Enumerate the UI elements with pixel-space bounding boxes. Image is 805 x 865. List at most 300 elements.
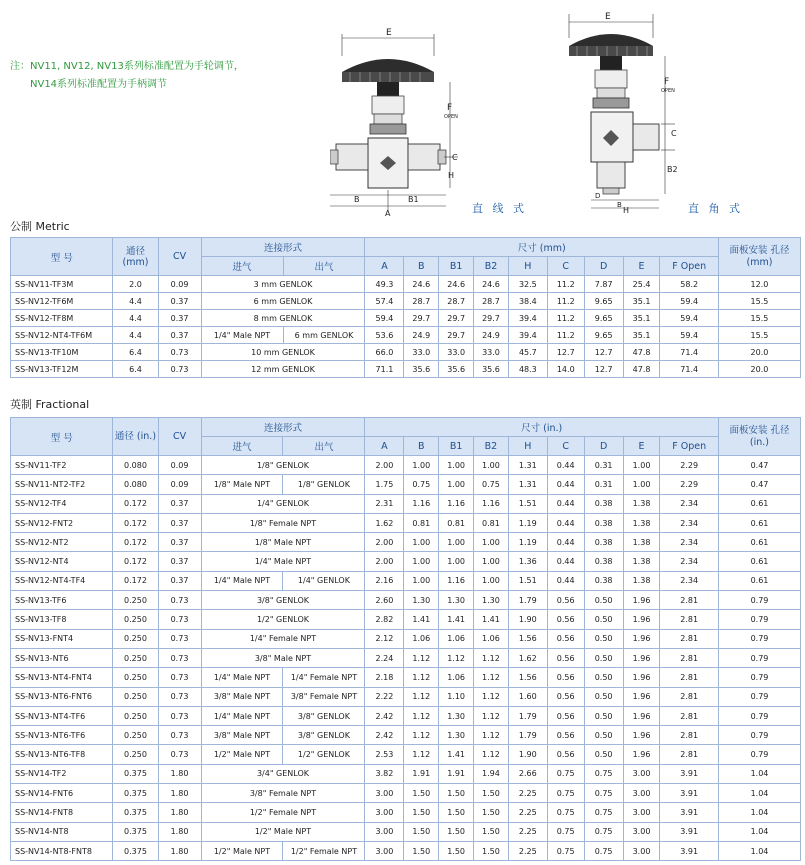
metric-cell-outlet: 6 mm GENLOK xyxy=(283,327,365,344)
frac-cell-dim-4: 1.51 xyxy=(508,494,547,513)
frac-cell-dim-5: 0.75 xyxy=(547,784,584,803)
note-line-2: NV14系列标准配置为手柄调节 xyxy=(30,79,168,90)
frac-cell-dim-4: 1.79 xyxy=(508,726,547,745)
frac-cell-model: SS-NV13-TF8 xyxy=(11,610,113,629)
frac-cell-panel: 0.61 xyxy=(718,533,800,552)
frac-cell-cv: 0.37 xyxy=(158,571,201,590)
frac-cell-panel: 0.79 xyxy=(718,726,800,745)
metric-cell-dim-7: 35.1 xyxy=(623,327,660,344)
angle-dim-label-f: F xyxy=(664,77,670,87)
metric-cell-dim-5: 14.0 xyxy=(547,361,584,378)
frac-cell-cv: 0.09 xyxy=(158,456,201,475)
frac-cell-dim-4: 1.60 xyxy=(508,687,547,706)
angle-dim-label-open: OPEN xyxy=(661,88,675,94)
metric-cell-dim-4: 32.5 xyxy=(508,276,547,293)
frac-cell-cv: 1.80 xyxy=(158,764,201,783)
frac-cell-dim-1: 0.75 xyxy=(404,475,439,494)
frac-cell-dim-7: 3.00 xyxy=(623,841,660,860)
frac-cell-dim-4: 2.25 xyxy=(508,841,547,860)
frac-cell-panel: 0.79 xyxy=(718,629,800,648)
frac-cell-model: SS-NV13-NT6-TF6 xyxy=(11,726,113,745)
frac-cell-dim-0: 2.82 xyxy=(365,610,404,629)
metric-cell-dim-3: 35.6 xyxy=(474,361,509,378)
frac-cell-connection: 3/8" Female NPT xyxy=(201,784,365,803)
frac-cell-dim-8: 3.91 xyxy=(660,822,719,841)
frac-cell-dim-0: 2.31 xyxy=(365,494,404,513)
frac-cell-dim-5: 0.44 xyxy=(547,494,584,513)
frac-cell-bore: 0.250 xyxy=(113,706,158,725)
frac-cell-outlet: 1/2" GENLOK xyxy=(283,745,365,764)
frac-cell-dim-5: 0.44 xyxy=(547,513,584,532)
frac-cell-inlet: 3/8" Male NPT xyxy=(201,726,283,745)
dim-label-b1: B1 xyxy=(408,195,419,204)
frac-table-row xyxy=(11,648,801,667)
frac-cell-dim-5: 0.56 xyxy=(547,629,584,648)
metric-cell-dim-1: 29.7 xyxy=(404,310,439,327)
metric-cell-connection: 3 mm GENLOK xyxy=(201,276,365,293)
frac-cell-dim-2: 1.16 xyxy=(439,571,474,590)
metric-table-row xyxy=(11,276,801,293)
frac-cell-model: SS-NV12-FNT2 xyxy=(11,513,113,532)
frac-cell-dim-6: 0.50 xyxy=(584,610,623,629)
metric-cell-panel: 15.5 xyxy=(718,293,800,310)
frac-cell-cv: 0.73 xyxy=(158,668,201,687)
angle-dim-label-b: B xyxy=(617,201,622,209)
metric-cell-dim-7: 25.4 xyxy=(623,276,660,293)
frac-cell-bore: 0.250 xyxy=(113,610,158,629)
frac-cell-dim-6: 0.38 xyxy=(584,494,623,513)
frac-cell-dim-7: 1.00 xyxy=(623,456,660,475)
frac-cell-bore: 0.250 xyxy=(113,687,158,706)
col-connection: 连接形式 xyxy=(201,238,365,257)
frac-cell-dim-3: 1.12 xyxy=(474,668,509,687)
frac-cell-dim-8: 2.81 xyxy=(660,591,719,610)
frac-cell-dim-6: 0.31 xyxy=(584,456,623,475)
frac-cell-dim-1: 1.12 xyxy=(404,745,439,764)
metric-cell-model: SS-NV11-TF3M xyxy=(11,276,113,293)
metric-cell-connection: 8 mm GENLOK xyxy=(201,310,365,327)
frac-cell-bore: 0.250 xyxy=(113,648,158,667)
metric-dim-col-1: B xyxy=(404,257,439,276)
frac-cell-dim-3: 1.00 xyxy=(474,456,509,475)
frac-cell-dim-1: 1.00 xyxy=(404,571,439,590)
frac-cell-dim-7: 3.00 xyxy=(623,803,660,822)
frac-cell-inlet: 1/8" Male NPT xyxy=(201,475,283,494)
frac-cell-dim-5: 0.75 xyxy=(547,841,584,860)
frac-cell-dim-4: 1.51 xyxy=(508,571,547,590)
frac-cell-cv: 0.37 xyxy=(158,494,201,513)
frac-cell-dim-3: 1.41 xyxy=(474,610,509,629)
frac-cell-dim-0: 2.22 xyxy=(365,687,404,706)
metric-cell-dim-7: 35.1 xyxy=(623,310,660,327)
frac-cell-dim-6: 0.50 xyxy=(584,745,623,764)
frac-cell-cv: 1.80 xyxy=(158,784,201,803)
frac-table-row xyxy=(11,764,801,783)
frac-cell-dim-7: 1.38 xyxy=(623,494,660,513)
metric-cell-dim-1: 24.6 xyxy=(404,276,439,293)
frac-cell-model: SS-NV13-FNT4 xyxy=(11,629,113,648)
frac-cell-dim-1: 1.41 xyxy=(404,610,439,629)
frac-cell-dim-7: 1.96 xyxy=(623,610,660,629)
frac-cell-dim-6: 0.38 xyxy=(584,552,623,571)
angle-valve-drawing xyxy=(565,8,680,213)
metric-cell-dim-8: 71.4 xyxy=(660,361,718,378)
frac-cell-dim-1: 1.12 xyxy=(404,687,439,706)
frac-cell-model: SS-NV12-TF4 xyxy=(11,494,113,513)
frac-cell-outlet: 1/4" Female NPT xyxy=(283,668,365,687)
frac-dim-col-6: D xyxy=(584,437,623,456)
frac-cell-dim-3: 1.50 xyxy=(474,841,509,860)
frac-cell-dim-7: 1.96 xyxy=(623,591,660,610)
frac-cell-panel: 0.79 xyxy=(718,706,800,725)
frac-cell-dim-8: 2.81 xyxy=(660,610,719,629)
angle-valve-svg xyxy=(565,8,680,213)
metric-cell-panel: 12.0 xyxy=(718,276,800,293)
frac-cell-bore: 0.375 xyxy=(113,803,158,822)
metric-cell-dim-3: 24.6 xyxy=(474,276,509,293)
frac-table-row xyxy=(11,841,801,860)
frac-cell-dim-1: 1.50 xyxy=(404,784,439,803)
metric-table-row xyxy=(11,310,801,327)
metric-cell-dim-7: 35.1 xyxy=(623,293,660,310)
frac-cell-panel: 1.04 xyxy=(718,822,800,841)
metric-cell-dim-6: 9.65 xyxy=(584,293,623,310)
frac-cell-dim-5: 0.56 xyxy=(547,706,584,725)
frac-cell-dim-1: 1.91 xyxy=(404,764,439,783)
frac-cell-connection: 3/4" GENLOK xyxy=(201,764,365,783)
metric-cell-dim-2: 29.7 xyxy=(439,310,474,327)
frac-cell-dim-5: 0.56 xyxy=(547,610,584,629)
metric-cell-bore: 6.4 xyxy=(113,344,158,361)
frac-cell-bore: 0.250 xyxy=(113,745,158,764)
frac-cell-dim-5: 0.44 xyxy=(547,456,584,475)
frac-dim-col-7: E xyxy=(623,437,660,456)
metric-cell-dim-3: 24.9 xyxy=(474,327,509,344)
frac-cell-dim-5: 0.44 xyxy=(547,552,584,571)
frac-cell-dim-2: 1.30 xyxy=(439,726,474,745)
frac-cell-bore: 0.375 xyxy=(113,764,158,783)
frac-cell-connection: 3/8" GENLOK xyxy=(201,591,365,610)
frac-cell-dim-2: 1.50 xyxy=(439,784,474,803)
metric-cell-dim-0: 53.6 xyxy=(365,327,404,344)
frac-cell-dim-6: 0.50 xyxy=(584,726,623,745)
frac-cell-bore: 0.250 xyxy=(113,726,158,745)
frac-cell-dim-8: 2.34 xyxy=(660,571,719,590)
frac-cell-dim-2: 1.50 xyxy=(439,803,474,822)
metric-cell-model: SS-NV12-NT4-TF6M xyxy=(11,327,113,344)
frac-cell-panel: 0.61 xyxy=(718,513,800,532)
frac-cell-dim-0: 2.24 xyxy=(365,648,404,667)
metric-cell-dim-1: 35.6 xyxy=(404,361,439,378)
frac-cell-dim-4: 1.19 xyxy=(508,513,547,532)
metric-section-title: 公制 Metric xyxy=(10,220,70,233)
frac-cell-dim-7: 1.38 xyxy=(623,552,660,571)
metric-cell-cv: 0.37 xyxy=(158,293,201,310)
frac-cell-dim-3: 0.81 xyxy=(474,513,509,532)
frac-cell-outlet: 1/2" Female NPT xyxy=(283,841,365,860)
col-panel-hole: 面板安装 孔径 (mm) xyxy=(718,238,800,276)
frac-cell-connection: 1/2" Female NPT xyxy=(201,803,365,822)
frac-cell-cv: 0.37 xyxy=(158,552,201,571)
frac-cell-dim-4: 1.90 xyxy=(508,745,547,764)
frac-cell-dim-8: 3.91 xyxy=(660,841,719,860)
metric-cell-dim-6: 9.65 xyxy=(584,327,623,344)
dim-label-h: H xyxy=(448,171,455,180)
frac-col-inlet: 进气 xyxy=(201,437,283,456)
config-note xyxy=(10,58,244,94)
col-model: 型 号 xyxy=(11,238,113,276)
frac-cell-dim-5: 0.56 xyxy=(547,726,584,745)
frac-cell-cv: 1.80 xyxy=(158,841,201,860)
metric-cell-model: SS-NV13-TF10M xyxy=(11,344,113,361)
frac-cell-dim-2: 1.91 xyxy=(439,764,474,783)
frac-cell-inlet: 1/4" Male NPT xyxy=(201,706,283,725)
frac-cell-dim-2: 1.00 xyxy=(439,456,474,475)
metric-table-row xyxy=(11,327,801,344)
frac-cell-cv: 0.73 xyxy=(158,591,201,610)
frac-dim-col-1: B xyxy=(404,437,439,456)
frac-cell-dim-4: 1.31 xyxy=(508,475,547,494)
angle-dim-label-e: E xyxy=(605,12,611,22)
frac-cell-dim-8: 2.81 xyxy=(660,687,719,706)
fractional-section-title: 英制 Fractional xyxy=(10,398,90,411)
frac-cell-dim-3: 1.94 xyxy=(474,764,509,783)
frac-cell-dim-7: 1.38 xyxy=(623,533,660,552)
frac-cell-outlet: 3/8" GENLOK xyxy=(283,706,365,725)
metric-cell-bore: 4.4 xyxy=(113,293,158,310)
frac-cell-dim-4: 2.25 xyxy=(508,803,547,822)
frac-cell-panel: 0.79 xyxy=(718,610,800,629)
frac-cell-model: SS-NV11-TF2 xyxy=(11,456,113,475)
frac-cell-dim-8: 2.81 xyxy=(660,706,719,725)
frac-cell-dim-2: 1.06 xyxy=(439,668,474,687)
frac-cell-dim-5: 0.56 xyxy=(547,668,584,687)
frac-cell-connection: 1/4" Male NPT xyxy=(201,552,365,571)
frac-cell-panel: 1.04 xyxy=(718,784,800,803)
metric-dim-col-0: A xyxy=(365,257,404,276)
metric-cell-dim-5: 11.2 xyxy=(547,310,584,327)
frac-cell-dim-2: 1.10 xyxy=(439,687,474,706)
frac-cell-dim-6: 0.38 xyxy=(584,513,623,532)
frac-cell-model: SS-NV14-TF2 xyxy=(11,764,113,783)
metric-cell-bore: 2.0 xyxy=(113,276,158,293)
angle-dim-label-h: H xyxy=(623,206,630,213)
frac-cell-model: SS-NV12-NT4 xyxy=(11,552,113,571)
frac-cell-dim-6: 0.50 xyxy=(584,668,623,687)
metric-cell-dim-8: 59.4 xyxy=(660,293,718,310)
frac-cell-cv: 0.73 xyxy=(158,706,201,725)
frac-cell-dim-6: 0.38 xyxy=(584,571,623,590)
frac-cell-model: SS-NV13-TF6 xyxy=(11,591,113,610)
frac-cell-dim-7: 1.38 xyxy=(623,571,660,590)
frac-cell-dim-3: 1.50 xyxy=(474,784,509,803)
frac-cell-dim-1: 1.12 xyxy=(404,668,439,687)
frac-col-panel-hole: 面板安装 孔径 (in.) xyxy=(718,418,800,456)
frac-cell-dim-1: 1.30 xyxy=(404,591,439,610)
frac-cell-panel: 0.79 xyxy=(718,591,800,610)
metric-cell-dim-2: 35.6 xyxy=(439,361,474,378)
metric-cell-connection: 10 mm GENLOK xyxy=(201,344,365,361)
frac-cell-dim-0: 2.00 xyxy=(365,552,404,571)
metric-cell-cv: 0.09 xyxy=(158,276,201,293)
angle-dim-label-c: C xyxy=(671,129,677,138)
metric-cell-dim-2: 29.7 xyxy=(439,327,474,344)
frac-cell-dim-8: 2.34 xyxy=(660,494,719,513)
frac-cell-dim-3: 1.06 xyxy=(474,629,509,648)
frac-cell-dim-2: 1.50 xyxy=(439,822,474,841)
metric-cell-dim-8: 71.4 xyxy=(660,344,718,361)
frac-table-row xyxy=(11,513,801,532)
note-line-1: 注：NV11, NV12, NV13系列标准配置为手轮调节， xyxy=(10,61,244,72)
frac-cell-dim-2: 1.41 xyxy=(439,610,474,629)
frac-cell-bore: 0.172 xyxy=(113,571,158,590)
frac-cell-cv: 1.80 xyxy=(158,822,201,841)
frac-cell-dim-1: 1.12 xyxy=(404,648,439,667)
metric-cell-dim-1: 24.9 xyxy=(404,327,439,344)
angle-caption: 直 角 式 xyxy=(688,202,743,215)
frac-cell-dim-0: 2.12 xyxy=(365,629,404,648)
frac-cell-dim-7: 1.00 xyxy=(623,475,660,494)
frac-cell-panel: 0.47 xyxy=(718,456,800,475)
frac-cell-inlet: 1/2" Male NPT xyxy=(201,841,283,860)
col-cv: CV xyxy=(158,238,201,276)
frac-cell-bore: 0.375 xyxy=(113,841,158,860)
frac-cell-dim-1: 1.00 xyxy=(404,533,439,552)
frac-table-row xyxy=(11,803,801,822)
metric-cell-panel: 15.5 xyxy=(718,327,800,344)
frac-cell-bore: 0.375 xyxy=(113,784,158,803)
frac-cell-dim-7: 1.96 xyxy=(623,745,660,764)
frac-cell-dim-5: 0.75 xyxy=(547,803,584,822)
frac-cell-dim-6: 0.50 xyxy=(584,706,623,725)
frac-cell-model: SS-NV14-FNT8 xyxy=(11,803,113,822)
frac-col-outlet: 出气 xyxy=(283,437,365,456)
frac-cell-dim-2: 1.06 xyxy=(439,629,474,648)
frac-cell-dim-4: 1.36 xyxy=(508,552,547,571)
metric-cell-panel: 15.5 xyxy=(718,310,800,327)
metric-cell-inlet: 1/4" Male NPT xyxy=(201,327,283,344)
frac-col-connection: 连接形式 xyxy=(201,418,365,437)
frac-cell-model: SS-NV14-FNT6 xyxy=(11,784,113,803)
frac-cell-dim-1: 1.16 xyxy=(404,494,439,513)
frac-cell-dim-2: 1.16 xyxy=(439,494,474,513)
metric-cell-dim-5: 12.7 xyxy=(547,344,584,361)
frac-cell-dim-3: 1.30 xyxy=(474,591,509,610)
frac-cell-bore: 0.250 xyxy=(113,591,158,610)
metric-cell-cv: 0.37 xyxy=(158,327,201,344)
frac-cell-connection: 1/8" GENLOK xyxy=(201,456,365,475)
frac-cell-dim-6: 0.38 xyxy=(584,533,623,552)
frac-cell-dim-5: 0.56 xyxy=(547,745,584,764)
frac-cell-dim-5: 0.44 xyxy=(547,475,584,494)
frac-cell-dim-1: 0.81 xyxy=(404,513,439,532)
frac-table-row xyxy=(11,494,801,513)
frac-cell-dim-5: 0.56 xyxy=(547,648,584,667)
frac-table-row xyxy=(11,629,801,648)
frac-col-model: 型 号 xyxy=(11,418,113,456)
frac-cell-dim-3: 0.75 xyxy=(474,475,509,494)
frac-cell-dim-4: 2.25 xyxy=(508,822,547,841)
frac-table-row xyxy=(11,745,801,764)
frac-cell-cv: 0.73 xyxy=(158,629,201,648)
metric-cell-cv: 0.37 xyxy=(158,310,201,327)
col-outlet: 出气 xyxy=(283,257,365,276)
frac-cell-dim-0: 3.00 xyxy=(365,841,404,860)
metric-cell-cv: 0.73 xyxy=(158,361,201,378)
frac-cell-cv: 0.73 xyxy=(158,687,201,706)
metric-cell-dim-0: 57.4 xyxy=(365,293,404,310)
metric-table-row xyxy=(11,293,801,310)
metric-cell-dim-0: 59.4 xyxy=(365,310,404,327)
frac-cell-dim-3: 1.50 xyxy=(474,803,509,822)
frac-cell-model: SS-NV13-NT6-TF8 xyxy=(11,745,113,764)
dim-label-open: OPEN xyxy=(444,114,458,120)
frac-cell-model: SS-NV11-NT2-TF2 xyxy=(11,475,113,494)
frac-cell-dim-4: 1.56 xyxy=(508,668,547,687)
frac-cell-dim-6: 0.75 xyxy=(584,822,623,841)
frac-cell-panel: 0.79 xyxy=(718,668,800,687)
frac-cell-dim-6: 0.50 xyxy=(584,687,623,706)
frac-cell-inlet: 1/4" Male NPT xyxy=(201,668,283,687)
frac-cell-dim-2: 1.30 xyxy=(439,706,474,725)
metric-cell-dim-7: 47.8 xyxy=(623,344,660,361)
frac-cell-dim-6: 0.75 xyxy=(584,803,623,822)
frac-cell-dim-4: 1.79 xyxy=(508,706,547,725)
straight-valve-svg xyxy=(330,20,460,220)
metric-cell-dim-4: 45.7 xyxy=(508,344,547,361)
frac-cell-panel: 1.04 xyxy=(718,803,800,822)
frac-cell-dim-5: 0.75 xyxy=(547,822,584,841)
frac-cell-dim-8: 3.91 xyxy=(660,784,719,803)
frac-cell-dim-1: 1.00 xyxy=(404,552,439,571)
frac-cell-panel: 1.04 xyxy=(718,841,800,860)
metric-dim-col-3: B2 xyxy=(474,257,509,276)
frac-cell-dim-5: 0.56 xyxy=(547,591,584,610)
dim-label-e: E xyxy=(386,28,392,38)
frac-col-dimensions: 尺寸 (in.) xyxy=(365,418,719,437)
frac-cell-dim-7: 1.96 xyxy=(623,726,660,745)
metric-cell-dim-1: 33.0 xyxy=(404,344,439,361)
frac-cell-dim-8: 2.81 xyxy=(660,648,719,667)
metric-dim-col-8: F Open xyxy=(660,257,718,276)
frac-cell-connection: 1/2" GENLOK xyxy=(201,610,365,629)
frac-cell-panel: 0.79 xyxy=(718,687,800,706)
frac-cell-dim-2: 1.41 xyxy=(439,745,474,764)
frac-cell-dim-0: 2.16 xyxy=(365,571,404,590)
metric-table-row xyxy=(11,344,801,361)
frac-col-cv: CV xyxy=(158,418,201,456)
metric-cell-dim-3: 28.7 xyxy=(474,293,509,310)
frac-cell-bore: 0.375 xyxy=(113,822,158,841)
metric-cell-bore: 4.4 xyxy=(113,327,158,344)
frac-cell-panel: 0.47 xyxy=(718,475,800,494)
metric-dim-col-2: B1 xyxy=(439,257,474,276)
metric-cell-dim-3: 29.7 xyxy=(474,310,509,327)
metric-cell-dim-5: 11.2 xyxy=(547,276,584,293)
frac-cell-connection: 3/8" Male NPT xyxy=(201,648,365,667)
metric-cell-panel: 20.0 xyxy=(718,344,800,361)
frac-cell-cv: 1.80 xyxy=(158,803,201,822)
angle-dim-label-b2: B2 xyxy=(667,165,678,174)
frac-cell-dim-7: 1.96 xyxy=(623,706,660,725)
frac-cell-inlet: 1/2" Male NPT xyxy=(201,745,283,764)
frac-cell-dim-6: 0.75 xyxy=(584,841,623,860)
frac-cell-connection: 1/4" Female NPT xyxy=(201,629,365,648)
col-inlet: 进气 xyxy=(201,257,283,276)
frac-cell-dim-5: 0.44 xyxy=(547,533,584,552)
frac-cell-dim-8: 3.91 xyxy=(660,803,719,822)
metric-cell-panel: 20.0 xyxy=(718,361,800,378)
